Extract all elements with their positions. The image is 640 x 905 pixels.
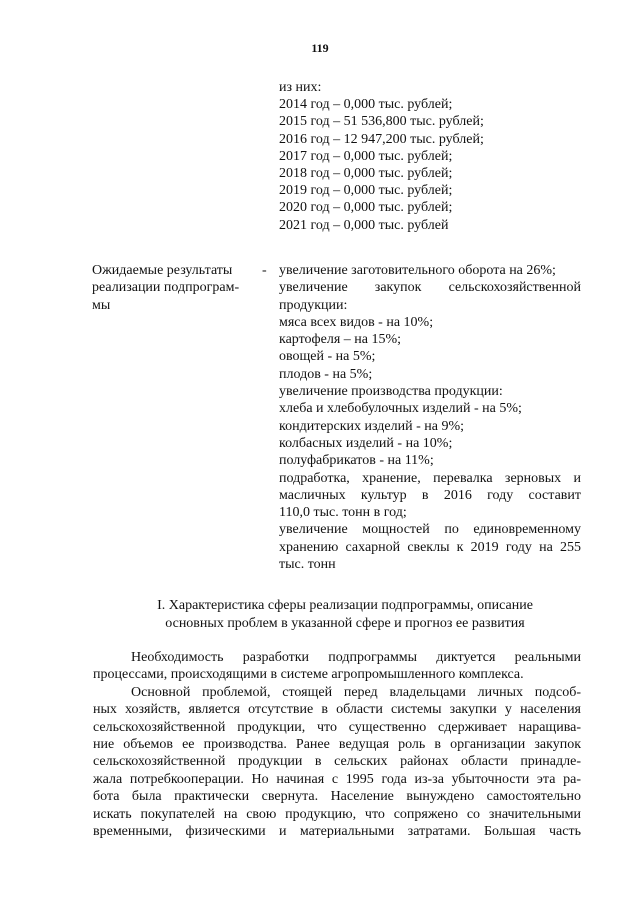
funding-line: 2019 год – 0,000 тыс. рублей; [279,183,453,199]
result-item: увеличение мощностей по единовременному [279,522,581,538]
result-item: колбасных изделий - на 10%; [279,435,453,451]
result-item: продукции: [279,297,348,313]
paragraph-line: ных хозяйств, является отсутствие в области системы закупки у населения [93,702,581,718]
paragraph-line: искать покупателей на свою продукцию, что сопряжено со значительными [93,806,581,822]
paragraph-line: жала потребкооперации. Но начиная с 1995 года из-за убыточности эта ра- [93,771,581,787]
funding-line: 2020 год – 0,000 тыс. рублей; [279,200,453,216]
label-line: Ожидаемые результаты [92,263,233,278]
funding-line: 2018 год – 0,000 тыс. рублей; [279,166,453,182]
result-item: кондитерских изделий - на 9%; [279,418,465,434]
result-item: 110,0 тыс. тонн в год; [279,505,407,521]
result-item: хлеба и хлебобулочных изделий - на 5%; [279,401,522,417]
result-item: плодов - на 5%; [279,366,373,382]
result-item: хранению сахарной свеклы к 2019 году на 255 [279,539,581,555]
result-item: полуфабрикатов - на 11%; [279,453,434,469]
label-line: мы [92,297,111,313]
paragraph-line: ние объемов ее производства. Ранее ведущая роль в организации закупок [93,737,581,753]
section-heading-line: основных проблем в указанной сфере и прогноз ее развития [165,615,525,631]
result-item: картофеля – на 15%; [279,332,402,348]
funding-line: 2016 год – 12 947,200 тыс. рублей; [279,131,484,147]
section-heading-line: I. Характеристика сферы реализации подпрограммы, описание [157,598,533,613]
paragraph-line: бота была практически свернута. Население вынуждено самостоятельно [93,789,581,805]
row-dash: - [262,263,267,278]
expected-results-label [92,262,252,314]
result-item: масличных культур в 2016 году составит [279,487,581,503]
result-item: овощей - на 5%; [279,349,376,365]
result-item: увеличение заготовительного оборота на 26%; [279,263,556,278]
paragraph-line: временными, физическими и материальными затратами. Большая часть [93,824,581,840]
funding-line: 2021 год – 0,000 тыс. рублей [279,217,449,233]
funding-line: 2017 год – 0,000 тыс. рублей; [279,148,453,164]
paragraph-line: Необходимость разработки подпрограммы диктуется реальными [131,650,581,665]
funding-line: 2014 год – 0,000 тыс. рублей; [279,97,453,113]
section-heading [60,597,630,632]
paragraph-line: Основной проблемой, стоящей перед владельцами личных подсоб- [131,684,581,700]
paragraph-line: сельскохозяйственной продукции, что существенно сдерживает наращива- [93,719,581,735]
label-line: реализации подпрограм- [92,280,240,296]
result-item: увеличение закупок сельскохозяйственной [279,280,581,296]
body-text [93,649,581,840]
paragraph-line: сельскохозяйственной продукции в сельских районах области принадле- [93,754,581,770]
funding-breakdown [279,79,599,234]
page-number: 119 [311,41,329,55]
paragraph-line: процессами, происходящими в системе агропромышленного комплекса. [93,667,524,683]
expected-results-list [279,262,581,573]
funding-line: из них: [279,80,322,95]
result-item: тыс. тонн [279,557,336,573]
result-item: мяса всех видов - на 10%; [279,314,434,330]
result-item: увеличение производства продукции: [279,384,503,400]
result-item: подработка, хранение, перевалка зерновых и [279,470,581,486]
funding-line: 2015 год – 51 536,800 тыс. рублей; [279,114,484,130]
